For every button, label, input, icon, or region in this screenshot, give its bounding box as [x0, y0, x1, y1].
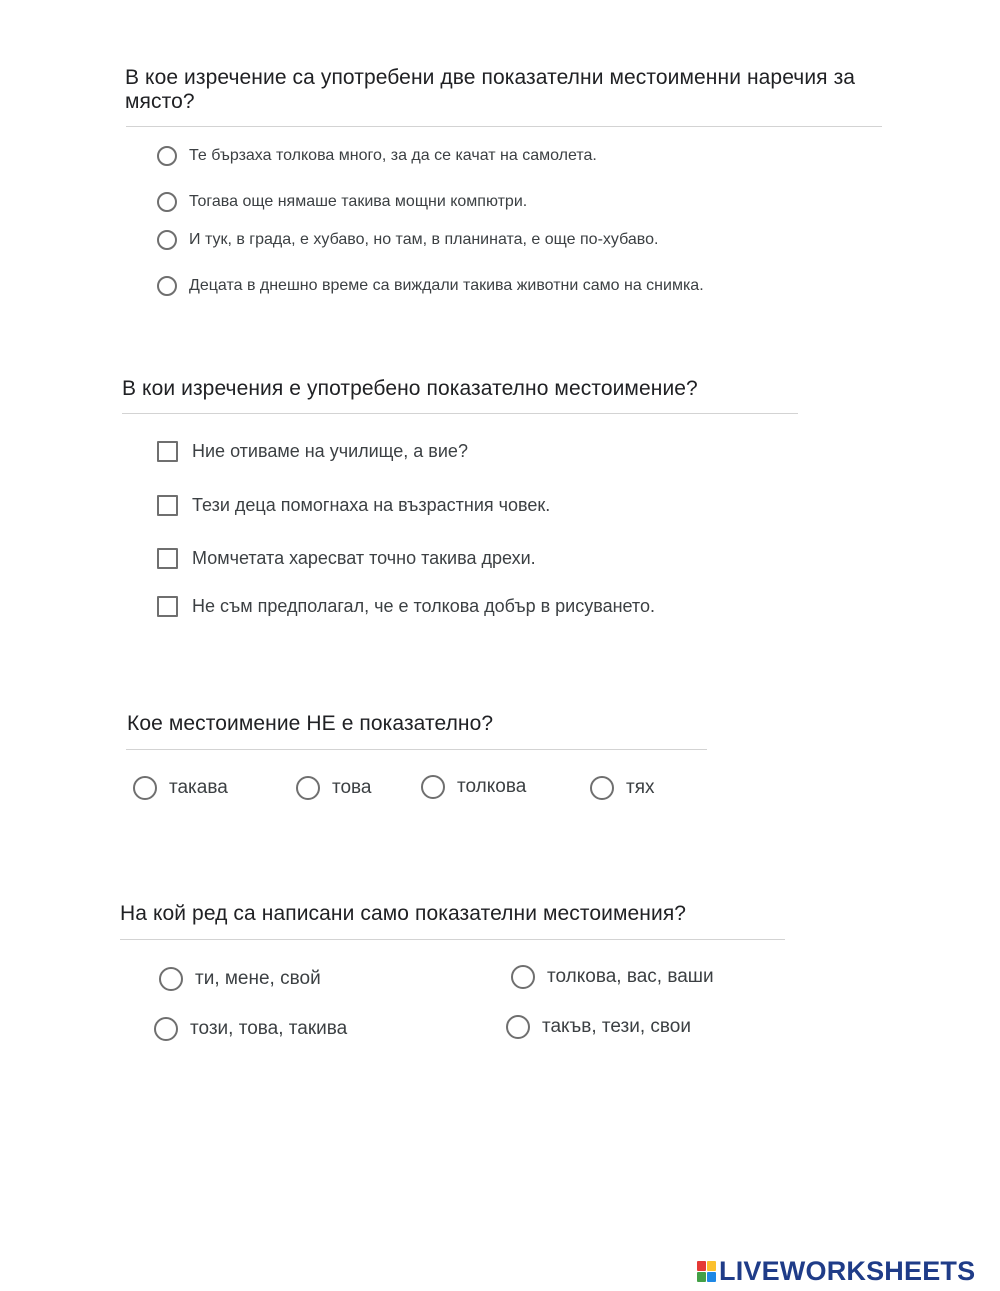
q1-option-2-label: Тогава още нямаше такива мощни компютри.: [189, 193, 528, 210]
q2-option-2-label: Тези деца помогнаха на възрастния човек.: [192, 495, 551, 515]
q3-option-1-label: такава: [169, 777, 228, 798]
q4-option-3-label: този, това, такива: [190, 1018, 348, 1039]
radio-button[interactable]: [590, 776, 614, 800]
radio-button[interactable]: [154, 1017, 178, 1041]
radio-button[interactable]: [421, 775, 445, 799]
radio-button[interactable]: [296, 776, 320, 800]
q4-option-3[interactable]: [154, 1017, 347, 1041]
checkbox[interactable]: [157, 495, 178, 516]
q2-option-3[interactable]: [157, 548, 536, 569]
checkbox[interactable]: [157, 548, 178, 569]
q1-option-2[interactable]: [157, 192, 527, 212]
q3-option-1[interactable]: [133, 776, 228, 800]
q4-option-4[interactable]: [506, 1015, 691, 1039]
q3-option-2-label: това: [332, 777, 372, 798]
q3-option-3[interactable]: [421, 775, 526, 799]
logo-mark-icon: [697, 1261, 716, 1282]
q3-option-3-label: толкова: [457, 776, 527, 797]
checkbox[interactable]: [157, 596, 178, 617]
question-3-divider: [126, 749, 707, 750]
question-1-divider: [126, 126, 882, 127]
q1-option-4[interactable]: [157, 276, 704, 296]
question-3-title: Кое местоимение НЕ е показателно?: [127, 712, 494, 735]
checkbox[interactable]: [157, 441, 178, 462]
q2-option-1[interactable]: [157, 441, 468, 462]
question-4-title: На кой ред са написани само показателни местоимения?: [120, 902, 687, 925]
q3-option-4-label: тях: [626, 777, 655, 798]
radio-button[interactable]: [157, 192, 177, 212]
q2-option-3-label: Момчетата харесват точно такива дрехи.: [192, 548, 536, 568]
q3-option-4[interactable]: [590, 776, 655, 800]
q1-option-3[interactable]: [157, 230, 658, 250]
q4-option-1[interactable]: [159, 967, 321, 991]
radio-button[interactable]: [159, 967, 183, 991]
q2-option-4-label: Не съм предполагал, че е толкова добър в рисуването.: [192, 596, 655, 616]
question-2-divider: [122, 413, 798, 414]
question-4-divider: [120, 939, 785, 940]
q4-option-2-label: толкова, вас, ваши: [547, 966, 714, 987]
radio-button[interactable]: [506, 1015, 530, 1039]
q4-option-2[interactable]: [511, 965, 714, 989]
radio-button[interactable]: [133, 776, 157, 800]
q4-option-1-label: ти, мене, свой: [195, 968, 321, 989]
radio-button[interactable]: [157, 230, 177, 250]
q4-option-4-label: такъв, тези, свои: [542, 1016, 691, 1037]
q2-option-1-label: Ние отиваме на училище, а вие?: [192, 441, 468, 461]
question-2-title: В кои изречения е употребено показателно местоимение?: [122, 377, 698, 400]
q2-option-4[interactable]: [157, 596, 655, 617]
question-1-title: В кое изречение са употребени две показателни местоименни наречия за място?: [125, 66, 856, 113]
liveworksheets-logo: [697, 1256, 975, 1287]
q3-option-2[interactable]: [296, 776, 372, 800]
radio-button[interactable]: [157, 146, 177, 166]
q1-option-1[interactable]: [157, 146, 597, 166]
logo-text: LIVEWORKSHEETS: [719, 1256, 976, 1286]
q1-option-1-label: Те бързаха толкова много, за да се качат на самолета.: [189, 147, 597, 164]
q1-option-4-label: Децата в днешно време са виждали такива животни само на снимка.: [189, 277, 704, 294]
q2-option-2[interactable]: [157, 495, 550, 516]
radio-button[interactable]: [157, 276, 177, 296]
q1-option-3-label: И тук, в града, е хубаво, но там, в планината, е още по-хубаво.: [189, 231, 659, 248]
radio-button[interactable]: [511, 965, 535, 989]
